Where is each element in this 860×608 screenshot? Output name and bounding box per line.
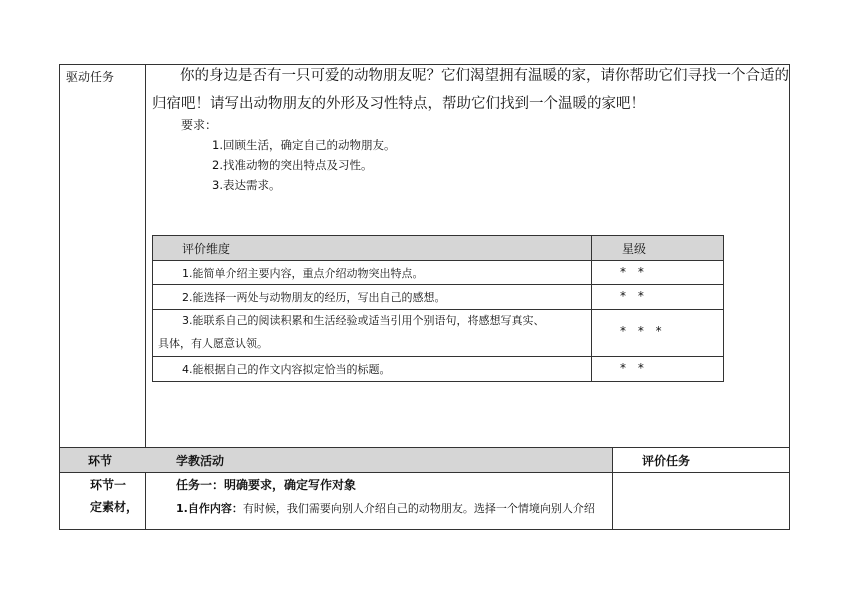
rubric-line — [152, 309, 724, 310]
rubric-line — [591, 235, 592, 382]
rubric-line — [152, 381, 724, 382]
stage-label-line2: 定素材， — [90, 500, 139, 514]
column-header-stage: 环节 — [88, 454, 113, 468]
rubric-line — [152, 260, 724, 261]
column-header-eval: 评价任务 — [642, 454, 691, 468]
rubric-line — [152, 235, 153, 382]
section-header-top-line — [59, 447, 790, 448]
rubric-criterion: 3.能联系自己的阅读积累和生活经验或适当引用个别语句，将感想写真实、 — [182, 314, 545, 327]
task1-item-text: 有时候，我们需要向别人介绍自己的动物朋友。选择一个情境向别人介绍 — [242, 502, 595, 515]
task-intro-line1: 你的身边是否有一只可爱的动物朋友呢？它们渴望拥有温暖的家，请你帮助它们寻找一个合适的 — [180, 68, 789, 84]
rubric-line — [152, 356, 724, 357]
rubric-stars: * * — [620, 289, 648, 303]
stage-label-line1: 环节一 — [90, 478, 127, 492]
requirement-item: 1.回顾生活，确定自己的动物朋友。 — [212, 138, 396, 152]
rubric-header-stars: 星级 — [622, 242, 647, 256]
rubric-stars: * * — [620, 265, 648, 279]
rubric-line — [723, 235, 724, 382]
rubric-criterion: 具体，有人愿意认领。 — [158, 337, 268, 350]
task1-title: 任务一：明确要求，确定写作对象 — [176, 478, 357, 492]
column-header-activity: 学教活动 — [176, 454, 225, 468]
requirement-item: 3.表达需求。 — [212, 178, 281, 192]
rubric-stars: * * * — [620, 324, 666, 338]
section-header-bottom-line — [59, 472, 790, 473]
rubric-criterion: 4.能根据自己的作文内容拟定恰当的标题。 — [182, 363, 391, 376]
rubric-criterion: 2.能选择一两处与动物朋友的经历，写出自己的感想。 — [182, 291, 446, 304]
rubric-criterion: 1.能简单介绍主要内容，重点介绍动物突出特点。 — [182, 267, 424, 280]
task1-item-label: 1.自作内容： — [176, 502, 243, 515]
task1-item — [176, 500, 595, 516]
rubric-stars: * * — [620, 361, 648, 375]
rubric-line — [152, 235, 724, 236]
requirement-item: 2.找准动物的突出特点及习性。 — [212, 158, 373, 172]
eval-column-divider — [612, 447, 613, 530]
table-right-border — [789, 64, 790, 530]
table-bottom-border — [59, 529, 790, 530]
requirements-title: 要求： — [181, 118, 218, 132]
rubric-header-dimension: 评价维度 — [182, 242, 231, 256]
task-label: 驱动任务 — [66, 70, 115, 84]
task-intro-line2: 归宿吧！请写出动物朋友的外形及习性特点，帮助它们找到一个温暖的家吧！ — [152, 96, 645, 112]
rubric-line — [152, 284, 724, 285]
section-header-background — [60, 448, 612, 472]
